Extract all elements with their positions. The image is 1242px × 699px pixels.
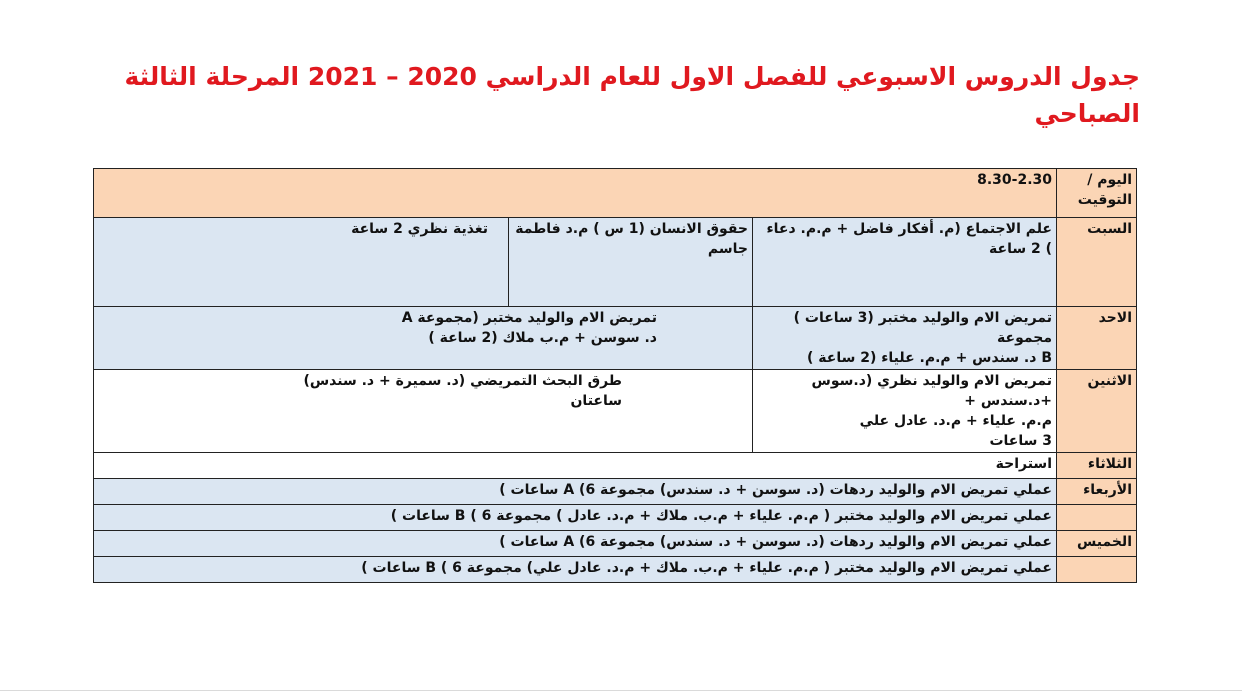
monday-research-line1: طرق البحث التمريضي (د. سميرة + د. سندس)	[303, 373, 622, 389]
corner-label-cell: اليوم / التوقيت	[1057, 169, 1137, 218]
monday-theory-cell	[753, 370, 1057, 453]
wednesday-row-a	[94, 479, 1137, 505]
nutrition-text: تغذية نظري 2 ساعة	[351, 221, 488, 237]
tuesday-break-cell: استراحة	[94, 453, 1057, 479]
wednesday-group-b-cell: عملي تمريض الام والوليد مختبر ( م.م. علياء + م.ب. ملاك + م.د. عادل ) مجموعة 6 ) B ساعات )	[94, 505, 1057, 531]
thursday-row-b	[94, 557, 1137, 583]
sunday-lab-a-line1: تمريض الام والوليد مختبر (مجموعة A	[401, 310, 657, 326]
monday-theory-line3: 3 ساعات	[989, 433, 1052, 449]
monday-research-line2: ساعتان	[570, 393, 622, 409]
sunday-lab-b-line1: تمريض الام والوليد مختبر (3 ساعات ) مجموعة	[793, 310, 1052, 346]
monday-research-cell	[94, 370, 753, 453]
thursday-row-a	[94, 531, 1137, 557]
header-row	[94, 169, 1137, 218]
day-sunday: الاحد	[1057, 307, 1137, 370]
sunday-lab-a-line2: د. سوسن + م.ب ملاك (2 ساعة )	[428, 330, 657, 346]
weekly-schedule-table	[93, 168, 1137, 583]
slide-bottom-divider	[0, 690, 1242, 691]
wednesday-row-b	[94, 505, 1137, 531]
saturday-human-rights-cell: حقوق الانسان (1 س ) م.د فاطمة جاسم	[509, 218, 753, 307]
day-monday: الاثنين	[1057, 370, 1137, 453]
day-wednesday: الأربعاء	[1057, 479, 1137, 505]
wednesday-blank-day-cell	[1057, 505, 1137, 531]
wednesday-group-a-cell: عملي تمريض الام والوليد ردهات (د. سوسن + د. سندس) مجموعة 6) A ساعات )	[94, 479, 1057, 505]
sunday-lab-group-b-cell	[753, 307, 1057, 370]
thursday-group-b-cell: عملي تمريض الام والوليد مختبر ( م.م. علياء + م.ب. ملاك + م.د. عادل علي) مجموعة 6 ) B ساعات )	[94, 557, 1057, 583]
saturday-nutrition-cell	[94, 218, 509, 307]
time-range-cell: 8.30-2.30	[94, 169, 1057, 218]
thursday-group-a-cell: عملي تمريض الام والوليد ردهات (د. سوسن + د. سندس) مجموعة 6) A ساعات )	[94, 531, 1057, 557]
monday-row	[94, 370, 1137, 453]
monday-theory-line2: م.م. علياء + م.د. عادل علي	[859, 413, 1052, 429]
saturday-row	[94, 218, 1137, 307]
day-thursday: الخميس	[1057, 531, 1137, 557]
sunday-row	[94, 307, 1137, 370]
monday-theory-line1: تمريض الام والوليد نظري (د.سوس +د.سندس +	[811, 373, 1052, 409]
day-tuesday: الثلاثاء	[1057, 453, 1137, 479]
page-title: جدول الدروس الاسبوعي للفصل الاول للعام الدراسي 2020 – 2021 المرحلة الثالثة الصباحي	[124, 62, 1140, 128]
sunday-lab-group-a-cell	[94, 307, 753, 370]
sunday-lab-b-line2: B د. سندس + م.م. علياء (2 ساعة )	[807, 350, 1052, 366]
tuesday-row	[94, 453, 1137, 479]
saturday-sociology-cell: علم الاجتماع (م. أفكار فاضل + م.م. دعاء ) 2 ساعة	[753, 218, 1057, 307]
thursday-blank-day-cell	[1057, 557, 1137, 583]
day-saturday: السبت	[1057, 218, 1137, 307]
